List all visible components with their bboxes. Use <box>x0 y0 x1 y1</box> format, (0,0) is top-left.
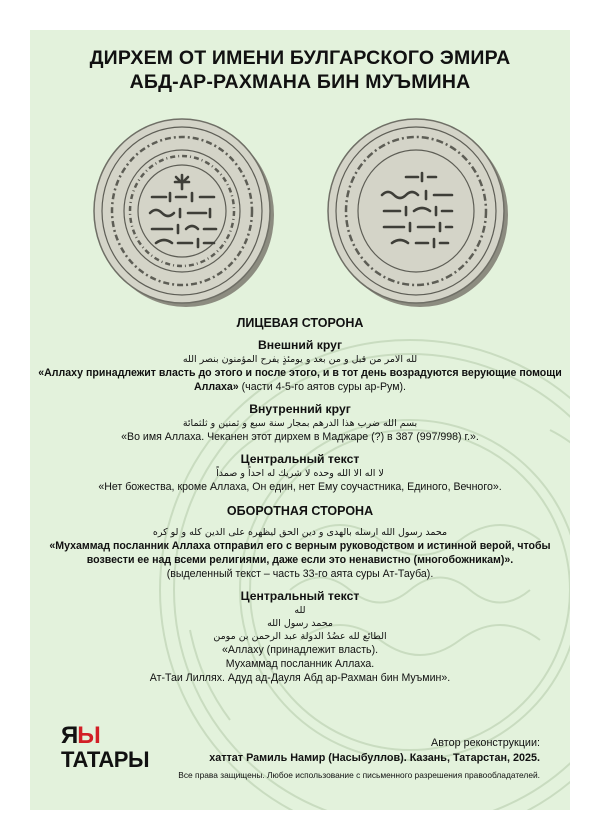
obverse-outer-arabic: لله الامر من قبل و من بعد و يومئذٍ يفرح المؤمنون بنصر الله <box>182 354 418 365</box>
reverse-center-arabic-line: الطائع لله عضُدُ الدولة عبد الرحمن بن مومن <box>213 631 387 642</box>
obverse-center-translation: «Нет божества, кроме Аллаха, Он един, нет Ему соучастника, Единого, Вечного». <box>98 481 502 493</box>
author-name: хаттат Рамиль Намир (Насыбуллов). Казань, Татарстан, 2025. <box>209 752 540 764</box>
obverse-inner-translation: «Во имя Аллаха. Чеканен этот дирхем в Маджаре (?) в 387 (997/998) г.». <box>121 431 479 443</box>
reverse-heading: ОБОРОТНАЯ СТОРОНА <box>226 504 374 518</box>
obverse-coin-image <box>92 115 276 309</box>
logo-ya-letter: Я <box>61 722 78 749</box>
reverse-outer-translation-note: (выделенный текст – часть 33-го аята суры Ат-Тауба). <box>166 568 434 580</box>
page-title <box>30 46 570 94</box>
obverse-outer-translation <box>30 366 570 394</box>
title-line-1: ДИРХЕМ ОТ ИМЕНИ БУЛГАРСКОГО ЭМИРА <box>89 47 511 69</box>
reverse-outer-arabic: محمد رسول الله ارسله بالهدى و دين الحق ليظهره على الدين كله و لو كره <box>152 527 448 538</box>
obverse-inner-circle <box>30 402 570 444</box>
logo-bottom-line: ТАТАРЫ <box>61 747 149 772</box>
title-line-2: АБД-АР-РАХМАНА БИН МУЪМИНА <box>129 71 471 93</box>
reverse-coin-image <box>326 115 510 309</box>
reverse-center-translation-line: «Аллаху (принадлежит власть). <box>221 644 379 656</box>
obverse-center-text <box>30 452 570 494</box>
obverse-outer-translation-note: (части 4-5-го аятов суры ар-Рум). <box>238 381 406 393</box>
poster-panel <box>30 30 570 810</box>
obverse-center-arabic: لا اله الا الله وحده لا شريك له احداً و صمداً <box>216 468 384 479</box>
obverse-inner-title: Внутренний круг <box>249 402 351 416</box>
reverse-center-translation-line: Мухаммад посланник Аллаха. <box>225 658 375 670</box>
reverse-center-title: Центральный текст <box>240 589 360 603</box>
logo-y-letter: Ы <box>77 722 100 749</box>
credits <box>120 736 540 782</box>
reverse-center-arabic-line: لله <box>294 605 306 616</box>
obverse-outer-translation-quote: «Аллаху принадлежит власть до этого и после этого, и в тот день возрадуются верующие помощи Аллаха» <box>38 367 562 393</box>
obverse-outer-title: Внешний круг <box>257 338 343 352</box>
reverse-outer-circle <box>30 526 570 581</box>
reverse-center-translation-line: Ат-Таи Лиллях. Адуд ад-Дауля Абд ар-Рахман бин Муъмин». <box>149 672 451 684</box>
reverse-outer-translation-quote: «Мухаммад посланник Аллаха отправил его с верным руководством и истинной верой, чтобы возвести ее над всеми религиями, даже если это ненавистно (многобожникам)». <box>49 540 551 566</box>
author-label: Автор реконструкции: <box>431 737 540 749</box>
reverse-center-arabic-line: محمد رسول الله <box>267 618 333 629</box>
reverse-center-text <box>30 589 570 685</box>
obverse-inner-arabic: بسم الله ضرب هذا الدرهم بمجار سنة سبع و ثمنين و ثلثمائة <box>182 418 418 429</box>
obverse-outer-circle <box>30 338 570 394</box>
rights-notice: Все права защищены. Любое использование с письменного разрешения правообладателей. <box>178 770 540 780</box>
obverse-center-title: Центральный текст <box>240 452 360 466</box>
description <box>30 314 570 693</box>
obverse-heading: ЛИЦЕВАЯ СТОРОНА <box>236 316 364 330</box>
